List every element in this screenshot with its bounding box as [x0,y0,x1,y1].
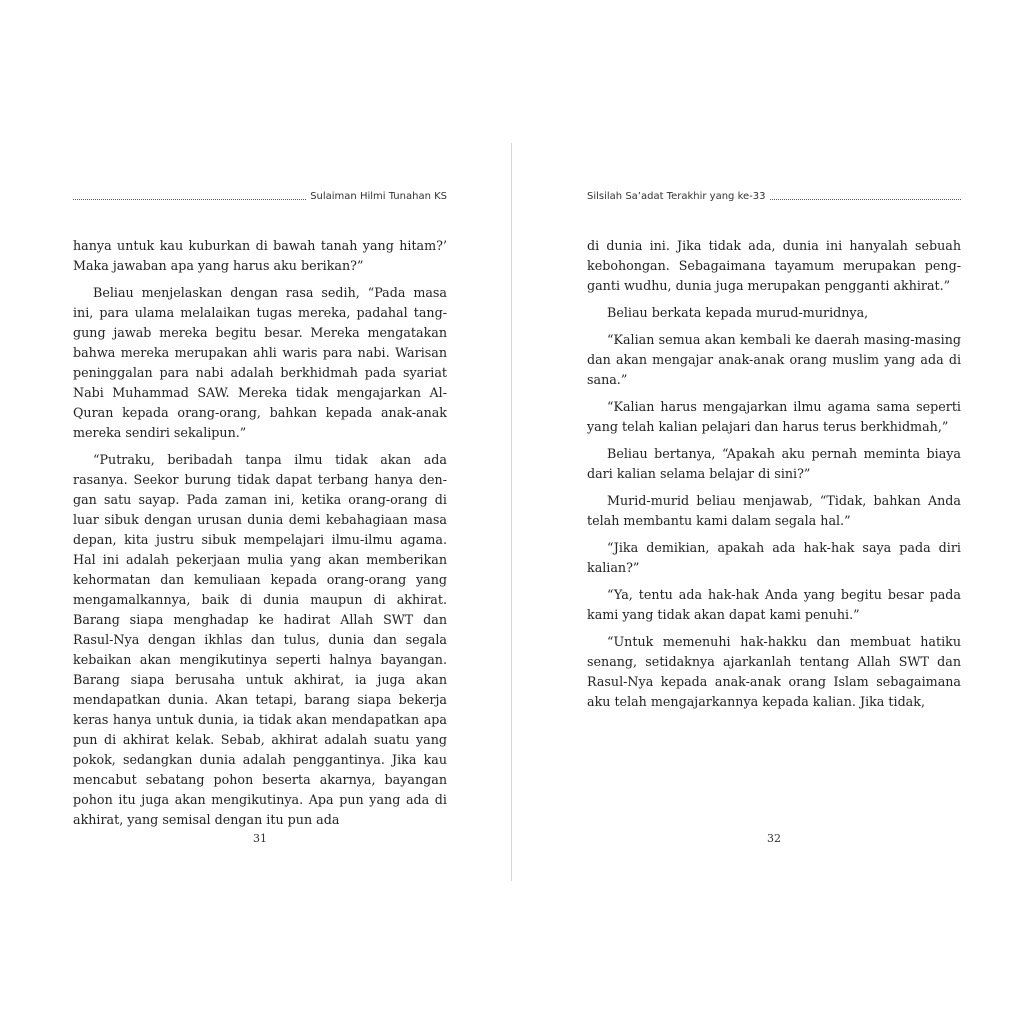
paragraph: “Untuk memenuhi hak-hakku dan membuat hatiku senang, setidaknya ajarkanlah tentang Allah SWT dan Rasul-Nya kepada anak-anak orang Islam sebagaimana aku telah mengajarkannya kepada kalian. Jika tidak, [587,634,961,709]
paragraph: Beliau berkata kepada murud-muridnya, [607,305,869,320]
left-running-head [73,191,447,202]
running-head-title: Silsilah Sa’adat Terakhir yang ke-33 [587,191,766,202]
running-head-dotted-rule [73,199,306,200]
paragraph: Beliau menjelaskan dengan rasa sedih, “Pada masa ini, para ulama melalaikan tugas mereka, padahal tanggung jawab mereka begitu besar. Mereka mengatakan bahwa mereka merupakan ahli waris para nabi. Warisan peninggalan para nabi adalah berkhidmah pada syariat Nabi Muhammad SAW. Mereka tidak mengajarkan Al-Quran kepada orang-orang, bahkan kepada anak-anak mereka sendiri sekalipun.” [73,285,447,440]
paragraph: hanya untuk kau kuburkan di bawah tanah yang hitam?’ Maka jawaban apa yang harus aku berikan?” [73,238,447,273]
left-page [73,0,447,1024]
running-head-author: Sulaiman Hilmi Tunahan KS [310,191,447,202]
right-body-text [587,236,961,719]
paragraph: “Putraku, beribadah tanpa ilmu tidak akan ada rasanya. Seekor burung tidak dapat terbang hanya dengan satu sayap. Pada zaman ini, ketika orang-orang di luar sibuk dengan urusan dunia demi kebahagiaan masa depan, kita justru sibuk mempelajari ilmu-ilmu agama. Hal ini adalah pekerjaan mulia yang akan memberikan kehormatan dan kemuliaan kepada orang-orang yang mengamalkannya, baik di dunia maupun di akhirat. Barang siapa menghadap ke hadirat Allah SWT dan Rasul-Nya dengan ikhlas dan tulus, dunia dan segala kebaikan akan mengikutinya seperti halnya bayangan. Barang siapa berusaha untuk akhirat, ia juga akan mendapatkan dunia. Akan tetapi, barang siapa bekerja keras hanya untuk dunia, ia tidak akan mendapatkan apa pun di akhirat kelak. Sebab, akhirat adalah suatu yang pokok, sedangkan dunia adalah penggantinya. Jika kau mencabut sebatang pohon beserta akarnya, bayangan pohon itu juga akan mengikutinya. Apa pun yang ada di akhirat, yang semisal dengan itu pun ada [73,452,447,827]
paragraph: di dunia ini. Jika tidak ada, dunia ini hanyalah sebuah kebohongan. Sebagaimana tayamum merupakan pengganti wudhu, dunia juga merupakan pengganti akhirat.” [587,238,961,293]
right-running-head [587,191,961,202]
right-page [587,0,961,1024]
page-number: 32 [767,832,781,845]
paragraph: “Kalian semua akan kembali ke daerah masing-masing dan akan mengajar anak-anak orang muslim yang ada di sana.” [587,332,961,387]
running-head-dotted-rule [770,199,961,200]
paragraph: “Kalian harus mengajarkan ilmu agama sama seperti yang telah kalian pelajari dan harus terus berkhidmah,” [587,399,961,434]
page-number: 31 [253,832,267,845]
left-body-text [73,236,447,837]
book-spine [511,143,512,881]
paragraph: “Jika demikian, apakah ada hak-hak saya pada diri kalian?” [587,540,961,575]
paragraph: Beliau bertanya, “Apakah aku pernah meminta biaya dari kalian selama belajar di sini?” [587,446,961,481]
paragraph: Murid-murid beliau menjawab, “Tidak, bahkan Anda telah membantu kami dalam segala hal.” [587,493,961,528]
paragraph: “Ya, tentu ada hak-hak Anda yang begitu besar pada kami yang tidak akan dapat kami penuhi.” [587,587,961,622]
